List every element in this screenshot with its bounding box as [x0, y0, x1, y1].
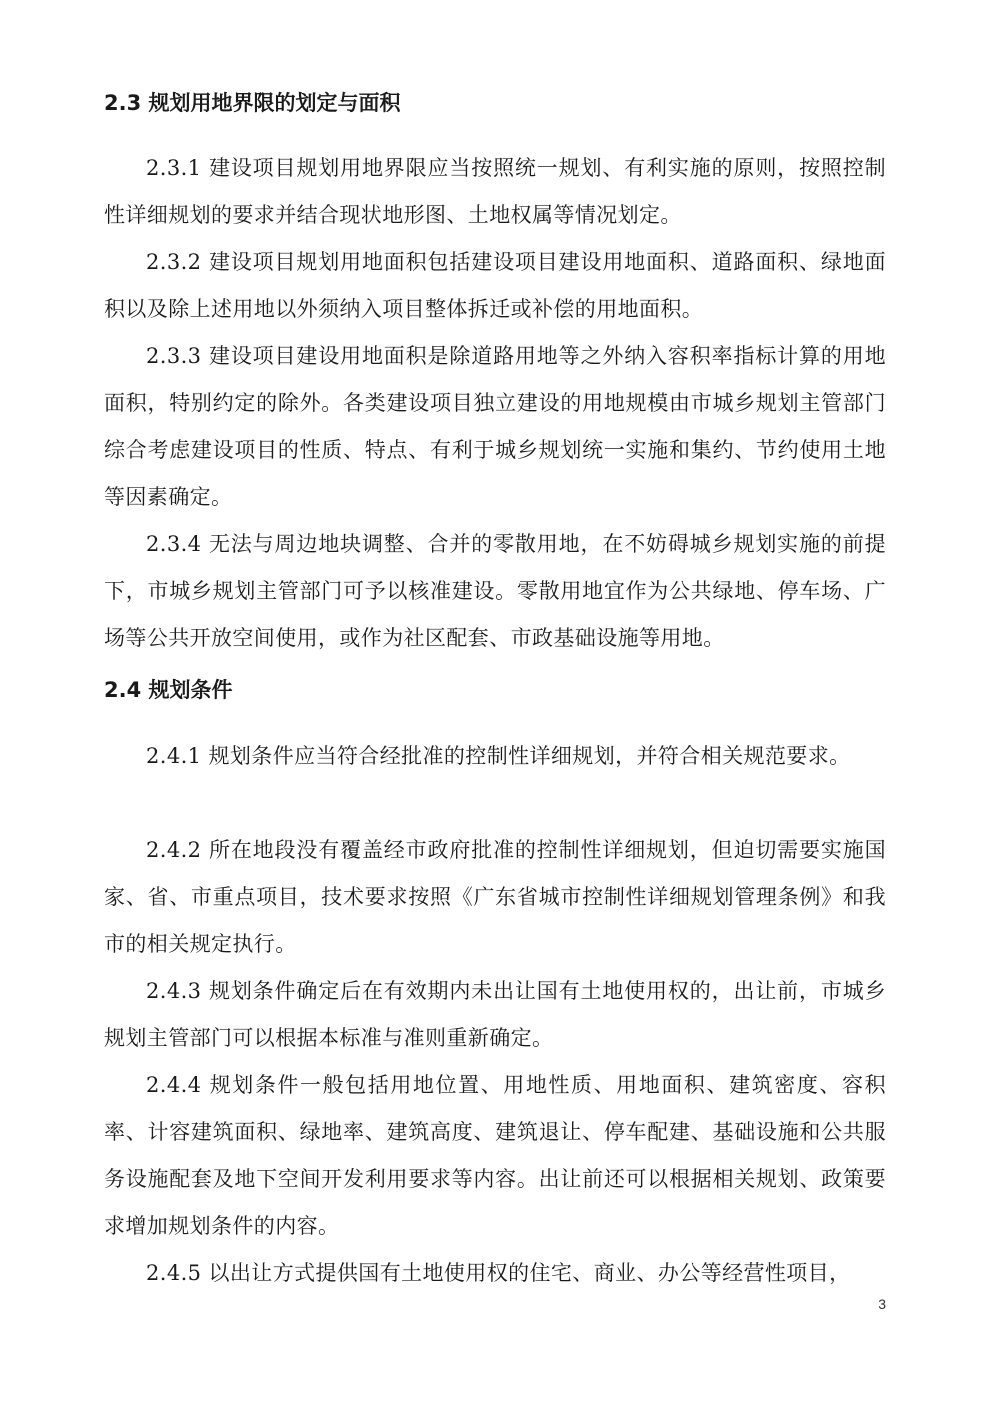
paragraph-2-3-2: 2.3.2 建设项目规划用地面积包括建设项目建设用地面积、道路面积、绿地面积以及除上述用地以外须纳入项目整体拆迁或补偿的用地面积。 — [104, 250, 886, 321]
section-heading-2-3: 2.3 规划用地界限的划定与面积 — [104, 91, 401, 115]
paragraph-2-3-4: 2.3.4 无法与周边地块调整、合并的零散用地，在不妨碍城乡规划实施的前提下，市城乡规划主管部门可予以核准建设。零散用地宜作为公共绿地、停车场、广场等公共开放空间使用，或作为社区配套、市政基础设施等用地。 — [104, 532, 886, 650]
page-number: 3 — [878, 1296, 886, 1312]
paragraph-2-4-3: 2.4.3 规划条件确定后在有效期内未出让国有土地使用权的，出让前，市城乡规划主管部门可以根据本标准与准则重新确定。 — [104, 979, 886, 1050]
paragraph-2-4-1: 2.4.1 规划条件应当符合经批准的控制性详细规划，并符合相关规范要求。 — [146, 744, 851, 768]
paragraph-2-4-2: 2.4.2 所在地段没有覆盖经市政府批准的控制性详细规划，但迫切需要实施国家、省、市重点项目，技术要求按照《广东省城市控制性详细规划管理条例》和我市的相关规定执行。 — [104, 838, 886, 956]
paragraph-2-3-1: 2.3.1 建设项目规划用地界限应当按照统一规划、有利实施的原则，按照控制性详细规划的要求并结合现状地形图、土地权属等情况划定。 — [104, 156, 886, 227]
section-heading-2-4: 2.4 规划条件 — [104, 678, 233, 702]
paragraph-2-4-4: 2.4.4 规划条件一般包括用地位置、用地性质、用地面积、建筑密度、容积率、计容建筑面积、绿地率、建筑高度、建筑退让、停车配建、基础设施和公共服务设施配套及地下空间开发利用要求等内容。出让前还可以根据相关规划、政策要求增加规划条件的内容。 — [104, 1073, 886, 1238]
paragraph-2-4-5: 2.4.5 以出让方式提供国有土地使用权的住宅、商业、办公等经营性项目， — [146, 1261, 851, 1285]
paragraph-2-3-3: 2.3.3 建设项目建设用地面积是除道路用地等之外纳入容积率指标计算的用地面积，特别约定的除外。各类建设项目独立建设的用地规模由市城乡规划主管部门综合考虑建设项目的性质、特点、有利于城乡规划统一实施和集约、节约使用土地等因素确定。 — [104, 344, 886, 509]
